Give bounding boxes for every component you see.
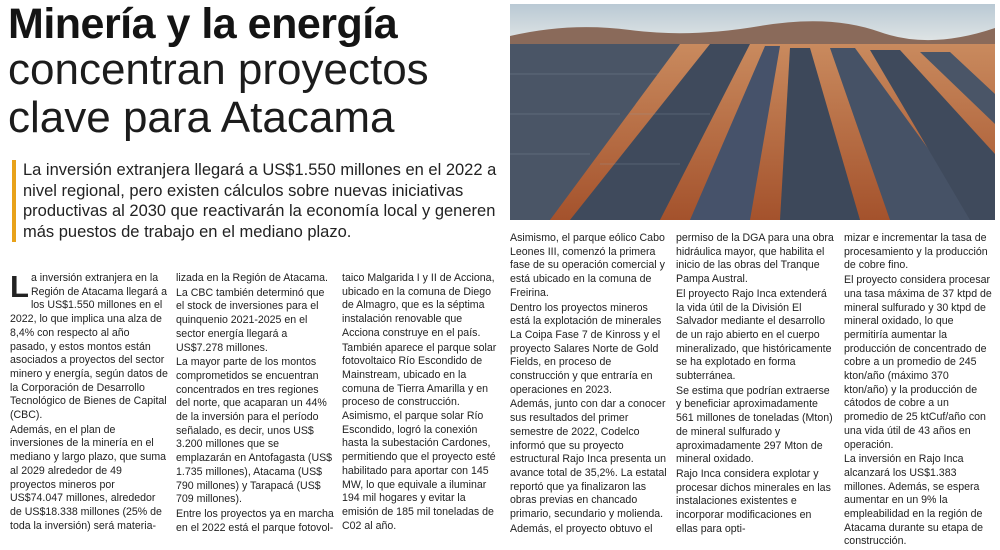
article-column-5 [676,232,836,537]
col1-paragraph-1: a inversión extranjera en la Región de Atacama llegará a los US$1.550 millones en el 2022, lo que implica una alza de 8,4% con respecto al año pasado, y estos montos están asociados a proyectos del sector minero y energía, según datos de la Corporación de Desarrollo Tecnológico de Bienes de Capital (CBC). [10,272,168,422]
article-column-6 [844,232,994,550]
col4-paragraph-1: Asimismo, el parque eólico Cabo Leones III, comenzó la primera fase de su operación comercial y está ubicado en la comuna de Freirina. [510,232,665,299]
col2-paragraph-3: La mayor parte de los montos comprometidos se encuentran concentrados en tres regiones del norte, que acaparan un 44% de la inversión para el período señalado, es decir, unos US$ 3.200 millones que se emplazarán en Antofagasta (US$ 1.735 millones), Atacama (US$ 790 millones) y Tarapacá (US$ 709 millones). [176,356,333,506]
col4-paragraph-2: Dentro los proyectos mineros está la explotación de minerales La Coipa Fase 7 de Kinross y el proyecto Salares Norte de Gold Fields, en proceso de construcción y que entraría en operaciones en 2023. [510,301,662,396]
col6-paragraph-2: El proyecto considera procesar una tasa máxima de 37 ktpd de mineral sulfurado y 30 ktpd de mineral oxidado, lo que permitiría aumentar la producción de concentrado de cobre a un promedio de 245 kton/año (máximo 370 kton/año) y la producción de cátodos de cobre a un promedio de 25 ktCuf/año con una vida útil de 43 años en operación. [844,274,992,451]
drop-cap: L [10,269,29,304]
col4-paragraph-3: Además, junto con dar a conocer sus resultados del primer semestre de 2022, Codelco informó que su proyecto estructural Rajo Inca presenta un avance total de 35,2%. La estatal reportó que ya finalizaron las obras previas en chancado primario, secundario y molienda. [510,398,667,521]
col6-paragraph-3: La inversión en Rajo Inca alcanzará los US$1.383 millones. Además, se espera aumentar en un 9% la empleabilidad en la región de Atacama durante su etapa de construcción. [844,453,983,548]
col2-paragraph-4: Entre los proyectos ya en marcha en el 2022 está el parque fotovol- [176,507,334,534]
headline [8,2,498,142]
article-column-3 [342,272,500,534]
col2-paragraph-1: lizada en la Región de Atacama. [176,272,328,284]
col5-paragraph-4: Rajo Inca considera explotar y procesar dichos minerales en las instalaciones existentes e incorporar modificaciones en ellas para opti- [676,467,831,535]
article-column-2 [176,272,334,536]
headline-line-2: concentran proyectos [8,45,429,94]
col3-paragraph-2: También aparece el parque solar fotovoltaico Río Escondido de Mainstream, ubicado en la comuna de Tierra Amarilla y en proceso de construcción. Asimismo, el parque solar Río Escondido, logró la conexión hasta la subestación Cardones, permitiendo que el proyecto esté habilitado para aportar con 145 MW, lo que equivale a iluminar 194 mil hogares y evitar la emisión de 185 mil toneladas de C02 al año. [342,341,497,532]
col4-paragraph-4: Además, el proyecto obtuvo el [510,522,653,535]
col5-paragraph-3: Se estima que podrían extraerse y beneficiar aproximadamente 561 millones de toneladas (Mton) de mineral sulfurado y aproximadamente 297 Mton de mineral oxidado. [676,384,833,466]
headline-line-3: clave para Atacama [8,93,395,142]
lead-paragraph: La inversión extranjera llegará a US$1.550 millones en el 2022 a nivel regional, pero existen cálculos sobre nuevas iniciativas productivas al 2030 que reactivarán la economía local y generen más puestos de trabajo en el mediano plazo. [12,160,505,242]
col5-paragraph-2: El proyecto Rajo Inca extenderá la vida útil de la División El Salvador mediante el desarrollo de un rajo abierto en el cuerpo mineralizado, que históricamente se ha explotado en forma subterránea. [676,287,832,383]
headline-line-1: Minería y la energía [8,0,398,48]
col2-paragraph-2: La CBC también determinó que el stock de inversiones para el quinquenio 2021-2025 en el sector energía llegará a US$7.278 millones. [176,286,325,354]
col3-paragraph-1: taico Malgarida I y II de Acciona, ubicado en la comuna de Diego de Almagro, que es la séptima instalación renovable que Acciona construye en el país. [342,272,495,339]
article-column-4 [510,232,668,537]
article-column-1 [10,269,170,534]
col1-paragraph-2: Además, en el plan de inversiones de la minería en el mediano y largo plazo, que suma al 2029 alrededor de 49 proyectos mineros por US$74.047 millones, alrededor de US$18.338 millones (25% de toda la inversión) será materia- [10,423,167,532]
col6-paragraph-1: mizar e incrementar la tasa de procesamiento y la producción de cobre fino. [844,232,988,272]
col5-paragraph-1: permiso de la DGA para una obra hidráulica mayor, que habilita el inicio de las obras del Tranque Pampa Austral. [676,232,834,286]
solar-field-photo [510,4,995,220]
